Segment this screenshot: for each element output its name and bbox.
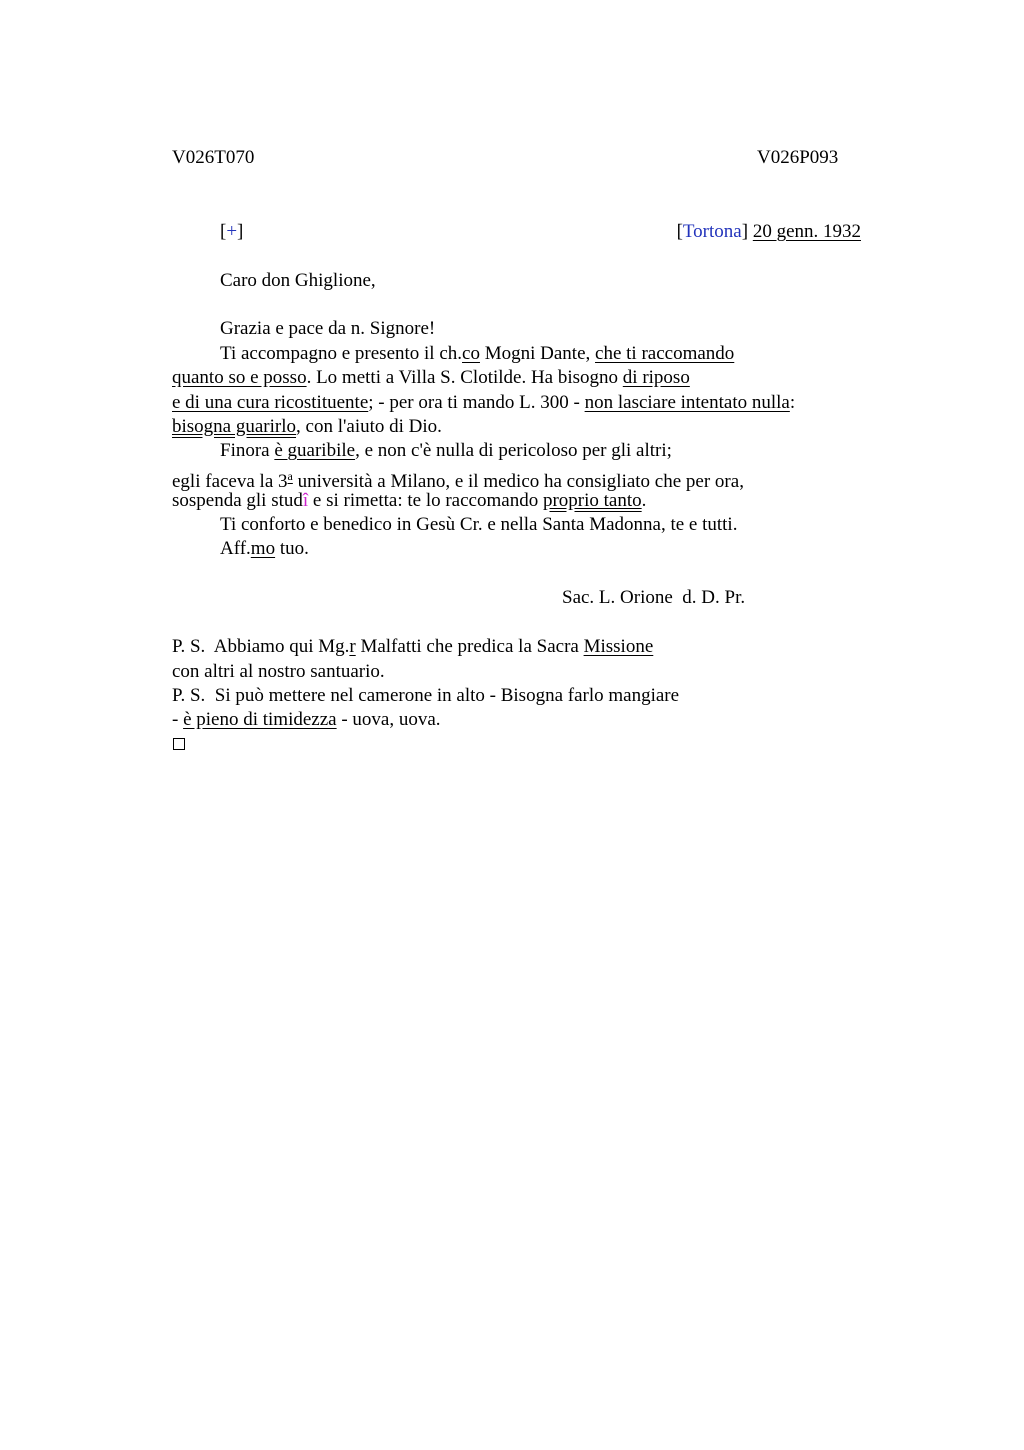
- text-run: Missione: [583, 636, 654, 657]
- blessing-line: Ti conforto e benedico in Gesù Cr. e nella Santa Madonna, te e tutti.: [220, 514, 738, 535]
- place-open: [: [676, 221, 683, 242]
- text-run: Mogni Dante,: [479, 343, 596, 364]
- text-run: , e non c'è nulla di pericoloso per gli altri;: [355, 440, 672, 461]
- text-run: bisogna guarirlo: [172, 416, 297, 437]
- end-of-document-box-icon: [173, 738, 185, 750]
- text-run: non lasciare intentato nulla: [584, 392, 790, 413]
- cross-close: ]: [237, 221, 244, 242]
- text-run: a: [287, 469, 293, 483]
- letter-date: 20 genn. 1932: [752, 221, 861, 242]
- text-run: î: [302, 490, 309, 511]
- salutation: Caro don Ghiglione,: [220, 270, 376, 291]
- body-line-2: [172, 367, 690, 389]
- text-run: - uova, uova.: [336, 709, 441, 730]
- cross-mark: [220, 221, 243, 243]
- text-run: , con l'aiuto di Dio.: [296, 416, 442, 437]
- cross-open: [: [220, 221, 227, 242]
- cross-symbol: +: [226, 221, 238, 242]
- volume-code-left: V026T070: [172, 147, 255, 168]
- place-date: [677, 221, 861, 243]
- text-run: :: [789, 392, 796, 413]
- text-run: P. S. Abbiamo qui Mg.: [172, 636, 350, 657]
- text-run: di riposo: [622, 367, 690, 388]
- greeting: Grazia e pace da n. Signore!: [220, 318, 436, 339]
- body-line-5: [220, 440, 672, 462]
- text-run: università a Milano, e il medico ha consigliato che per ora,: [292, 471, 744, 492]
- text-run: è pieno di timidezza: [183, 709, 337, 730]
- text-run: -: [172, 709, 184, 730]
- text-run: . Lo metti a Villa S. Clotilde. Ha bisogno: [306, 367, 623, 388]
- postscript-1-line-2: con altri al nostro santuario.: [172, 661, 385, 682]
- postscript-2-line-2: [172, 709, 441, 731]
- body-line-4: [172, 416, 442, 438]
- text-run: egli faceva la 3: [172, 471, 288, 492]
- body-line-7: [172, 490, 646, 512]
- page-code-right: V026P093: [757, 147, 839, 168]
- text-run: .: [641, 490, 647, 511]
- text-run: è guaribile: [274, 440, 356, 461]
- body-line-3: [172, 392, 795, 414]
- place-name: Tortona: [682, 221, 742, 242]
- text-run: Ti accompagno e presento il ch.: [220, 343, 463, 364]
- text-run: e si rimetta: te lo raccomando: [308, 490, 543, 511]
- text-run: proprio tanto: [542, 490, 642, 511]
- body-line-6: [172, 465, 744, 493]
- text-run: mo: [250, 538, 276, 559]
- text-run: quanto so e posso: [172, 367, 307, 388]
- text-run: Malfatti che predica la Sacra: [355, 636, 584, 657]
- signature: Sac. L. Orione d. D. Pr.: [562, 587, 746, 608]
- text-run: co: [462, 343, 480, 364]
- text-run: tuo.: [275, 538, 309, 559]
- closing-line: [220, 538, 309, 560]
- text-run: Finora: [220, 440, 275, 461]
- text-run: Aff.: [220, 538, 251, 559]
- text-run: e di una cura ricostituente: [172, 392, 369, 413]
- text-run: che ti raccomando: [595, 343, 735, 364]
- place-close: ]: [741, 221, 749, 242]
- body-line-1: [220, 343, 734, 365]
- text-run: sospenda gli stud: [172, 490, 303, 511]
- postscript-2-line-1: P. S. Si può mettere nel camerone in alto - Bisogna farlo mangiare: [172, 685, 680, 706]
- text-run: ; - per ora ti mando L. 300 -: [368, 392, 585, 413]
- postscript-1-line-1: [172, 636, 653, 658]
- text-run: r: [349, 636, 356, 657]
